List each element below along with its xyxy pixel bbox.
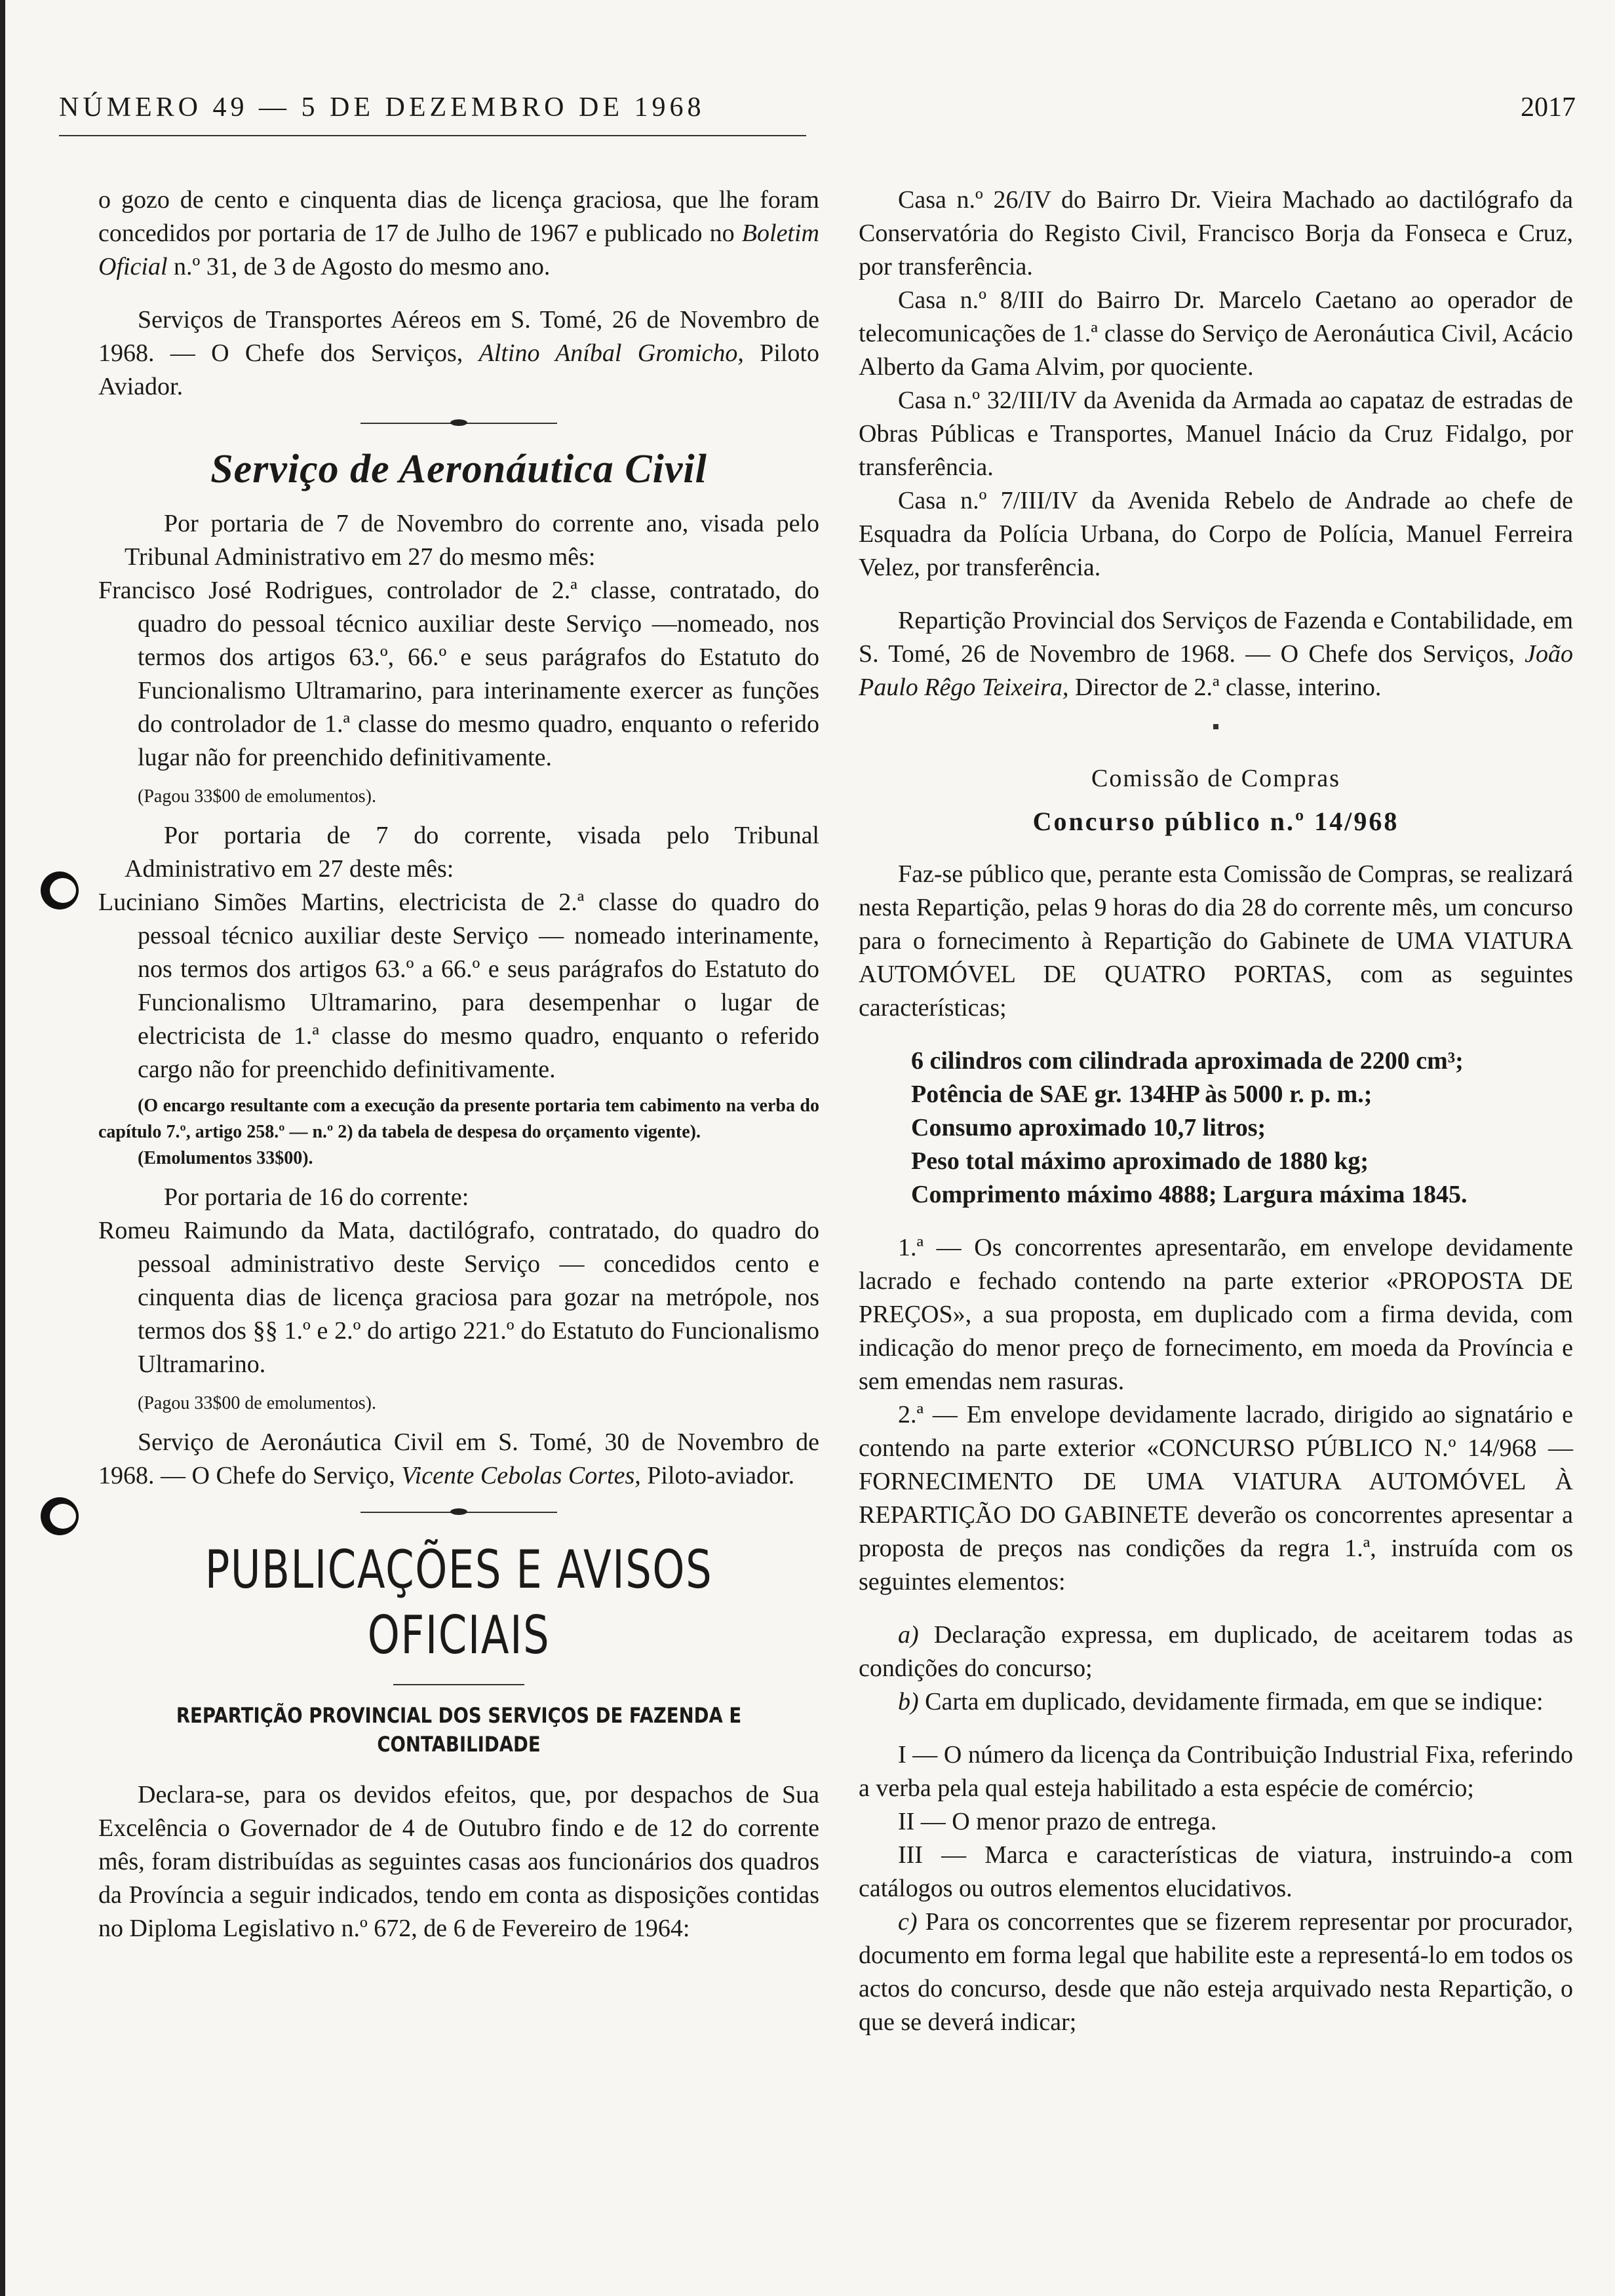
emolumentos-note-2: (Emolumentos 33$00). (138, 1148, 313, 1168)
signature-aeronautica: Serviço de Aeronáutica Civil em S. Tomé, 30 de Novembro de 1968. — O Chefe do Serviço, Vicente Cebolas Cortes, Piloto-aviador. (98, 1428, 819, 1489)
ornament-divider-2 (360, 1506, 557, 1519)
left-column (98, 183, 819, 1945)
alinea-a: a) Declaração expressa, em duplicado, de aceitarem todas as condições do concurso; (859, 1621, 1573, 1682)
spec-potencia: Potência de SAE gr. 134HP às 5000 r. p. m.; (911, 1081, 1372, 1108)
spec-consumo: Consumo aproximado 10,7 litros; (911, 1114, 1266, 1141)
separator-dot (1213, 724, 1218, 729)
alinea-c: c) Para os concorrentes que se fizerem representar por procurador, documento em forma legal que habilite este a representá-lo em todos os actos do concurso, desde que não esteja arquivado nesta Repartição, o que se deverá indicar; (859, 1908, 1574, 2036)
ornament-divider (360, 417, 557, 430)
right-column (859, 183, 1573, 2039)
concurso-heading: Concurso público n.º 14/968 (1032, 807, 1399, 836)
emolumentos-note-1: (Pagou 33$00 de emolumentos). (138, 786, 376, 807)
portaria-intro-1: Por portaria de 7 de Novembro do corrente ano, visada pelo Tribunal Administrativo em 27 do mesmo mês: (125, 510, 819, 571)
casa-item-1: Casa n.º 26/IV do Bairro Dr. Vieira Machado ao dactilógrafo da Conservatória do Registo Civil, Francisco Borja da Fonseca e Cruz, por transferência. (859, 186, 1573, 280)
item-ii: II — O menor prazo de entrega. (898, 1808, 1217, 1835)
issue-line: NÚMERO 49 — 5 DE DEZEMBRO DE 1968 (59, 92, 705, 123)
paragraph-licenca: o gozo de cento e cinquenta dias de licença graciosa, que lhe foram concedidos por portaria de 17 de Julho de 1967 e publicado no Boletim Oficial n.º 31, de 3 de Agosto do mesmo ano. (98, 186, 819, 280)
spec-peso: Peso total máximo aproximado de 1880 kg; (911, 1147, 1369, 1175)
signature-fazenda: Repartição Provincial dos Serviços de Fazenda e Contabilidade, em S. Tomé, 26 de Novembro de 1968. — O Chefe dos Serviços, João Paulo Rêgo Teixeira, Director de 2.ª classe, interino. (859, 607, 1573, 701)
spec-cilindros: 6 cilindros com cilindrada aproximada de 2200 cm³; (911, 1047, 1464, 1075)
portaria-body-3: Romeu Raimundo da Mata, dactilógrafo, contratado, do quadro do pessoal administrativo deste Serviço — concedidos cento e cinquenta dias de licença graciosa para gozar na metrópole, nos termos dos §§ 1.º e 2.º do artigo 221.º do Estatuto do Funcionalismo Ultramarino. (98, 1217, 819, 1378)
encargo-note: (O encargo resultante com a execução da presente portaria tem cabimento na verba do capítulo 7.º, artigo 258.º — n.º 2) da tabela de despesa do orçamento vigente). (98, 1096, 819, 1142)
concurso-intro: Faz-se público que, perante esta Comissão de Compras, se realizará nesta Repartição, pelas 9 horas do dia 28 do corrente mês, um concurso para o fornecimento à Repartição do Gabinete de UMA VIATURA AUTOMÓVEL DE QUATRO PORTAS, com as seguintes características; (859, 860, 1573, 1022)
item-iii: III — Marca e características de viatura, instruindo-a com catálogos ou outros elementos elucidativos. (859, 1841, 1573, 1902)
regra-1: 1.ª — Os concorrentes apresentarão, em envelope devidamente lacrado e fechado contendo na parte exterior «PROPOSTA DE PREÇOS», a sua proposta, em duplicado com a firma devida, com indicação do menor preço de fornecimento, em moeda da Província e sem emendas nem rasuras. (859, 1234, 1573, 1395)
portaria-body-1: Francisco José Rodrigues, controlador de 2.ª classe, contratado, do quadro do pessoal técnico auxiliar deste Serviço —nomeado, nos termos dos artigos 63.º, 66.º e seus parágrafos do Estatuto do Funcionalismo Ultramarino, para interinamente exercer as funções do controlador de 1.ª classe do mesmo quadro, enquanto o referido lugar não for preenchido definitivamente. (98, 577, 819, 771)
page-header (59, 92, 1576, 144)
casa-item-2: Casa n.º 8/III do Bairro Dr. Marcelo Caetano ao operador de telecomunicações de 1.ª classe do Serviço de Aeronáutica Civil, Acácio Alberto da Gama Alvim, por quociente. (859, 286, 1573, 381)
spec-dimensoes: Comprimento máximo 4888; Largura máxima 1845. (911, 1181, 1468, 1208)
section-banner: PUBLICAÇÕES E AVISOS OFICIAIS (204, 1539, 713, 1666)
page-number: 2017 (1521, 92, 1576, 123)
portaria-intro-2: Por portaria de 7 do corrente, visada pelo Tribunal Administrativo em 27 deste mês: (125, 822, 819, 883)
vehicle-specs (859, 1044, 1573, 1212)
signature-transportes: Serviços de Transportes Aéreos em S. Tomé, 26 de Novembro de 1968. — O Chefe dos Serviços, Altino Aníbal Gromicho, Piloto Aviador. (98, 306, 819, 400)
item-i: I — O número da licença da Contribuição Industrial Fixa, referindo a verba pela qual esteja habilitado a esta espécie de comércio; (859, 1741, 1573, 1802)
short-rule (393, 1684, 524, 1685)
header-rule (59, 135, 806, 136)
alinea-b: b) Carta em duplicado, devidamente firmada, em que se indique: (898, 1688, 1544, 1715)
casa-item-3: Casa n.º 32/III/IV da Avenida da Armada ao capataz de estradas de Obras Públicas e Transportes, Manuel Inácio da Cruz Fidalgo, por transferência. (859, 387, 1573, 481)
binder-hole-bottom (41, 1497, 79, 1535)
reparticao-title: REPARTIÇÃO PROVINCIAL DOS SERVIÇOS DE FAZENDA E CONTABILIDADE (176, 1703, 742, 1757)
emolumentos-note-3: (Pagou 33$00 de emolumentos). (138, 1393, 376, 1413)
section-title: Serviço de Aeronáutica Civil (210, 447, 707, 491)
comissao-heading: Comissão de Compras (1091, 765, 1340, 792)
portaria-body-2: Luciniano Simões Martins, electricista de 2.ª classe do quadro do pessoal técnico auxiliar deste Serviço — nomeado interinamente, nos termos dos artigos 63.º a 66.º e seus parágrafos do Estatuto do Funcionalismo Ultramarino, para desempenhar o lugar de electricista de 1.ª classe do mesmo quadro, enquanto o referido cargo não for preenchido definitivamente. (98, 889, 819, 1083)
casa-item-4: Casa n.º 7/III/IV da Avenida Rebelo de Andrade ao chefe de Esquadra da Polícia Urbana, do Corpo de Polícia, Manuel Ferreira Velez, por transferência. (859, 487, 1573, 581)
regra-2: 2.ª — Em envelope devidamente lacrado, dirigido ao signatário e contendo na parte exterior «CONCURSO PÚBLICO N.º 14/968 — FORNECIMENTO DE UMA VIATURA AUTOMÓVEL À REPARTIÇÃO DO GABINETE deverão os concorrentes apresentar a proposta de preços nas condições da regra 1.ª, instruída com os seguintes elementos: (859, 1401, 1573, 1596)
binder-hole-top (41, 871, 79, 909)
portaria-intro-3: Por portaria de 16 do corrente: (164, 1183, 469, 1211)
page-edge-shadow (0, 0, 5, 2296)
declaracao-paragraph: Declara-se, para os devidos efeitos, que, por despachos de Sua Excelência o Governador de 4 de Outubro findo e de 12 do corrente mês, foram distribuídas as seguintes casas aos funcionários dos quadros da Província a seguir indicados, tendo em conta as disposições contidas no Diploma Legislativo n.º 672, de 6 de Fevereiro de 1964: (98, 1781, 819, 1942)
